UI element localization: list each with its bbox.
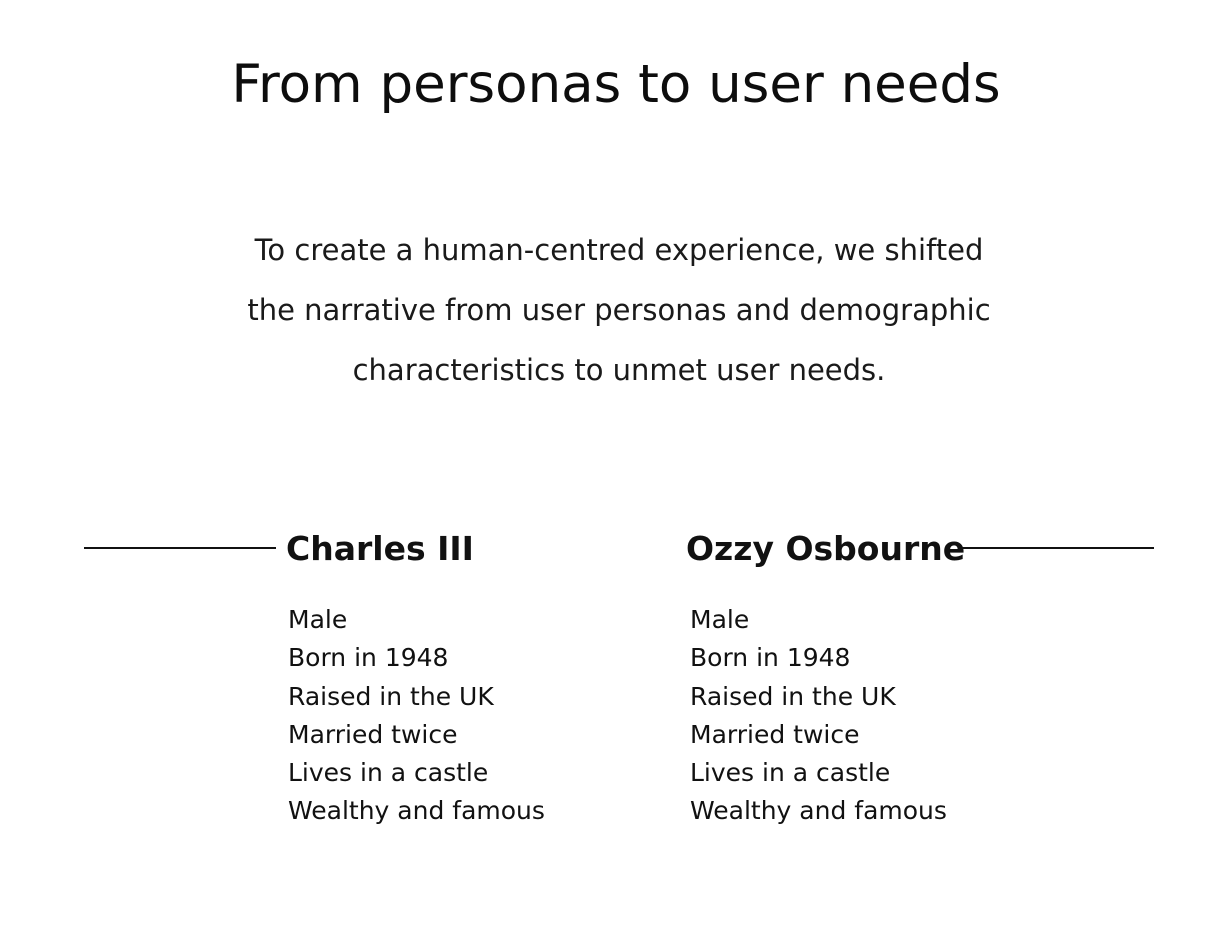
trait-item: Lives in a castle: [690, 758, 891, 788]
trait-item: Married twice: [690, 719, 860, 749]
trait-item: Wealthy and famous: [690, 796, 947, 826]
intro-line: To create a human-centred experience, we shifted: [254, 233, 984, 267]
persona-traits-list: [690, 601, 947, 831]
trait-item: Raised in the UK: [288, 681, 494, 711]
divider-line: [962, 547, 1154, 549]
intro-paragraph: [216, 220, 1022, 400]
trait-item: Raised in the UK: [690, 681, 896, 711]
trait-item: Born in 1948: [690, 643, 851, 673]
persona-header: [686, 524, 1156, 574]
trait-item: Male: [690, 605, 750, 634]
trait-item: Wealthy and famous: [288, 796, 545, 826]
intro-line: characteristics to unmet user needs.: [352, 353, 886, 387]
persona-name: Charles III: [286, 529, 474, 568]
trait-item: Born in 1948: [288, 643, 449, 673]
trait-item: Lives in a castle: [288, 758, 489, 788]
trait-item: Married twice: [288, 719, 458, 749]
persona-traits-list: [288, 601, 545, 831]
persona-card-ozzy: [686, 524, 1156, 826]
persona-card-charles: [84, 524, 604, 826]
persona-header: [84, 524, 604, 574]
trait-item: Male: [288, 605, 348, 634]
divider-line: [84, 547, 276, 549]
intro-line: the narrative from user personas and demographic: [247, 293, 991, 327]
page-title: From personas to user needs: [231, 54, 1001, 115]
persona-name: Ozzy Osbourne: [686, 529, 966, 568]
